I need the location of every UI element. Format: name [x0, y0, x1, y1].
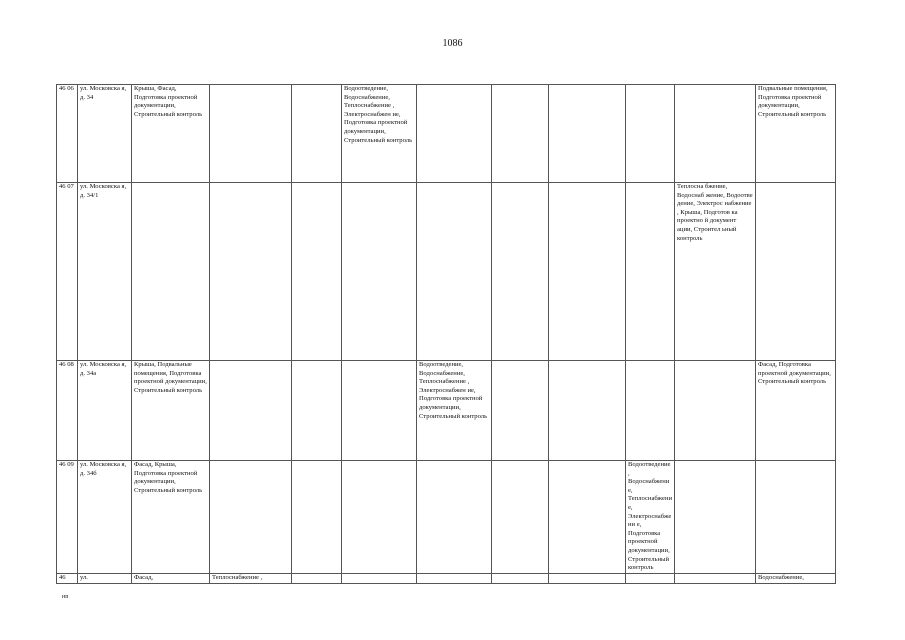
works-cell	[417, 183, 492, 361]
works-cell	[492, 85, 549, 183]
table-row	[57, 573, 836, 583]
works-cell	[292, 461, 342, 574]
works-cell	[492, 361, 549, 461]
works-cell	[549, 85, 626, 183]
works-cell	[132, 183, 210, 361]
works-cell: Теплоснабжение ,	[210, 573, 292, 583]
works-cell: Водоснабжение,	[756, 573, 836, 583]
table-row	[57, 461, 836, 574]
address-cell: ул. Московска я, д. 34б	[78, 461, 132, 574]
works-cell: Теплосна бжение, Водоснаб жение, Водоотве дение, Электрос набжение , Крыша, Подготов ка проектно й документ ации, Строител ьный контроль	[675, 183, 756, 361]
works-cell	[675, 85, 756, 183]
works-cell	[210, 85, 292, 183]
works-cell	[492, 183, 549, 361]
row-number-cell: 46 08	[57, 361, 78, 461]
works-cell: Фасад,	[132, 573, 210, 583]
table-body	[57, 85, 836, 584]
works-cell	[492, 573, 549, 583]
address-cell: ул. Московска я, д. 34/1	[78, 183, 132, 361]
works-cell	[549, 361, 626, 461]
schedule-table	[56, 84, 836, 584]
row-number-cell: 46 09	[57, 461, 78, 574]
works-cell: Водоотведение, Водоснабжение, Теплоснабжение , Электроснабжен ие, Подготовка проектной документации, Строительный контроль	[417, 361, 492, 461]
works-cell	[210, 183, 292, 361]
works-cell	[342, 573, 417, 583]
works-cell	[492, 461, 549, 574]
works-cell	[549, 573, 626, 583]
works-cell: Крыша, Фасад, Подготовка проектной документации, Строительный контроль	[132, 85, 210, 183]
works-cell: Подвальные помещения, Подготовка проектной документации, Строительный контроль	[756, 85, 836, 183]
address-cell: ул. Московска я, д. 34	[78, 85, 132, 183]
works-cell	[417, 573, 492, 583]
works-cell	[417, 85, 492, 183]
works-cell	[292, 573, 342, 583]
row-number-cell: 46	[57, 573, 78, 583]
row-number-cell: 46 06	[57, 85, 78, 183]
works-cell: Водоотведение, Водоснабжение, Теплоснабжение, Электроснабжени е, Подготовка проектной документации, Строительный контроль	[626, 461, 675, 574]
table-row	[57, 85, 836, 183]
works-cell: Крыша, Подвальные помещения, Подготовка проектной документации, Строительный контроль	[132, 361, 210, 461]
works-cell	[626, 573, 675, 583]
works-cell	[626, 85, 675, 183]
works-cell	[675, 361, 756, 461]
table-row	[57, 183, 836, 361]
footer-mark: нп	[62, 594, 69, 600]
address-cell: ул. Московска я, д. 34а	[78, 361, 132, 461]
works-cell	[417, 461, 492, 574]
works-cell	[342, 461, 417, 574]
works-cell	[626, 361, 675, 461]
works-cell	[756, 183, 836, 361]
address-cell: ул.	[78, 573, 132, 583]
works-cell	[342, 183, 417, 361]
works-cell	[292, 183, 342, 361]
page-number: 1086	[442, 38, 463, 49]
works-cell	[549, 461, 626, 574]
works-cell	[292, 361, 342, 461]
works-cell	[210, 461, 292, 574]
works-cell: Водоотведение, Водоснабжение, Теплоснабжение , Электроснабжен ие, Подготовка проектной документации, Строительный контроль	[342, 85, 417, 183]
works-cell	[675, 573, 756, 583]
works-cell	[626, 183, 675, 361]
row-number-cell: 46 07	[57, 183, 78, 361]
table-row	[57, 361, 836, 461]
works-cell	[210, 361, 292, 461]
works-cell: Фасад, Крыша, Подготовка проектной документации, Строительный контроль	[132, 461, 210, 574]
works-cell	[675, 461, 756, 574]
works-cell	[549, 183, 626, 361]
works-cell	[342, 361, 417, 461]
works-cell	[756, 461, 836, 574]
works-cell: Фасад, Подготовка проектной документации, Строительный контроль	[756, 361, 836, 461]
works-cell	[292, 85, 342, 183]
